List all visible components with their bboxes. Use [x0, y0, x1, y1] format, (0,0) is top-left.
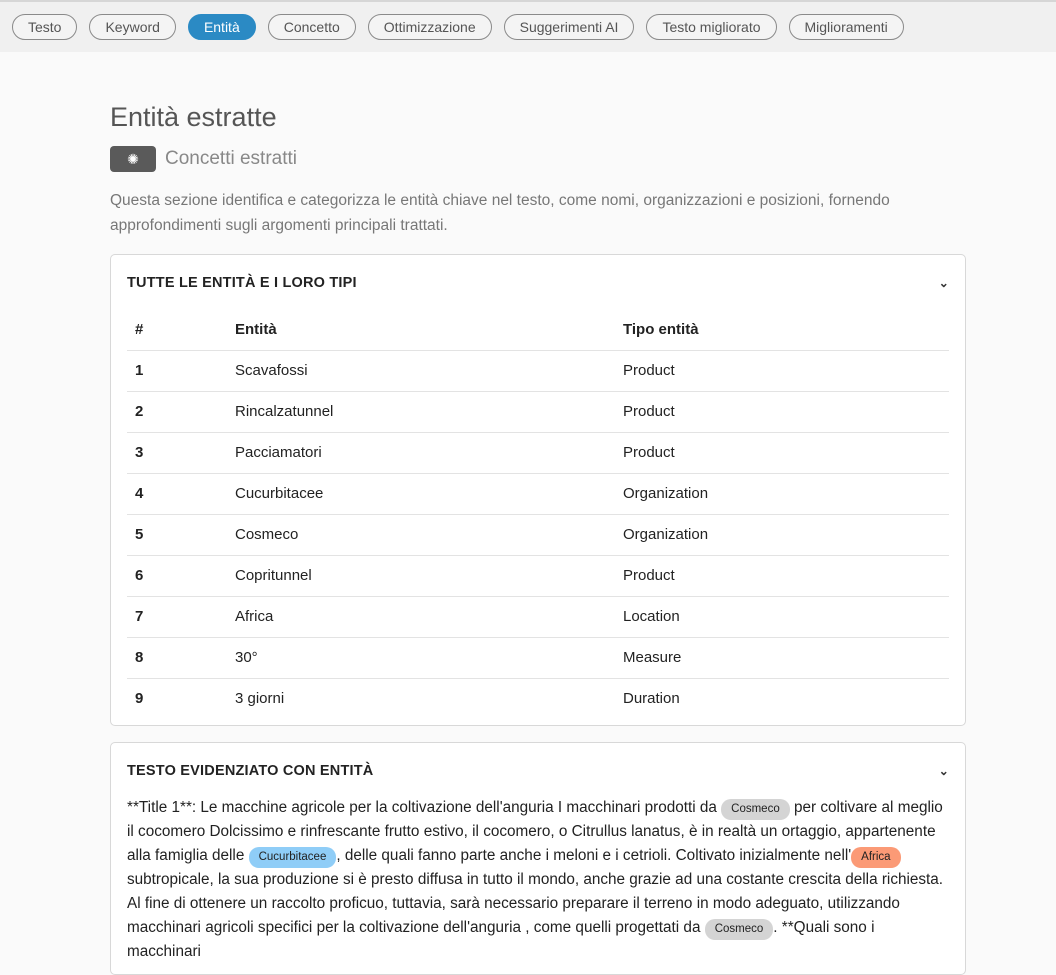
entities-table [127, 310, 949, 719]
row-number: 7 [127, 596, 227, 637]
text-segment: . **Quali sono i macchinari [127, 919, 875, 960]
entities-card-title: TUTTE LE ENTITÀ E I LORO TIPI [127, 274, 357, 291]
entity-name: Rincalzatunnel [227, 391, 615, 432]
tab-concetto[interactable]: Concetto [268, 14, 356, 40]
page-title: Entità estratte [110, 102, 277, 132]
row-number: 5 [127, 514, 227, 555]
entity-type: Product [615, 432, 949, 473]
entity-type: Location [615, 596, 949, 637]
text-segment: per coltivare al meglio il cocomero Dolcissimo e rinfrescante frutto estivo, il cocomero, o Citrullus lanatus, è in realtà un ortaggio, appartenente alla famiglia delle [127, 799, 943, 864]
table-row [127, 637, 949, 678]
entity-type: Product [615, 555, 949, 596]
row-number: 4 [127, 473, 227, 514]
row-number: 3 [127, 432, 227, 473]
entity-highlight: Cosmeco [721, 799, 790, 820]
table-row [127, 678, 949, 719]
entity-type: Product [615, 350, 949, 391]
entity-highlight: Africa [851, 847, 900, 868]
row-number: 2 [127, 391, 227, 432]
highlight-card [110, 742, 966, 975]
text-segment: , delle quali fanno parte anche i meloni e i cetrioli. Coltivato inizialmente nell' [336, 847, 852, 864]
column-header: Tipo entità [615, 310, 949, 350]
entity-highlight: Cucurbitacee [249, 847, 337, 868]
tab-testo[interactable]: Testo [12, 14, 77, 40]
table-row [127, 596, 949, 637]
tab-bar [0, 0, 1056, 52]
entity-type: Product [615, 391, 949, 432]
table-row [127, 473, 949, 514]
tab-testo-migliorato[interactable]: Testo migliorato [646, 14, 776, 40]
entity-type: Organization [615, 514, 949, 555]
entity-name: Cosmeco [227, 514, 615, 555]
entities-card-header[interactable] [127, 255, 949, 310]
row-number: 6 [127, 555, 227, 596]
entity-name: Copritunnel [227, 555, 615, 596]
column-header: Entità [227, 310, 615, 350]
tab-ottimizzazione[interactable]: Ottimizzazione [368, 14, 492, 40]
column-header: # [127, 310, 227, 350]
row-number: 1 [127, 350, 227, 391]
entity-type: Measure [615, 637, 949, 678]
text-segment: subtropicale, la sua produzione si è presto diffusa in tutto il mondo, anche grazie ad una costante crescita della richiesta. Al fine di ottenere un raccolto proficuo, tuttavia, sarà necessario preparare il terreno in modo adeguato, utilizzando macchinari agricoli specifici per la coltivazione dell'anguria , come quelli progettati da [127, 871, 944, 936]
highlight-card-header[interactable] [127, 743, 949, 798]
entity-highlight: Cosmeco [705, 919, 774, 940]
subtitle-row [110, 146, 966, 172]
entity-name: 3 giorni [235, 690, 285, 708]
tab-miglioramenti[interactable]: Miglioramenti [789, 14, 904, 40]
chevron-down-icon[interactable]: ⌄ [938, 763, 949, 778]
entity-name: Cucurbitacee [227, 473, 615, 514]
table-row [127, 514, 949, 555]
entity-name: Africa [227, 596, 615, 637]
description: Questa sezione identifica e categorizza le entità chiave nel testo, come nomi, organizzazioni e posizioni, fornendo approfondimenti sugli argomenti principali trattati. [110, 192, 890, 234]
entity-name: Scavafossi [227, 350, 615, 391]
table-row [127, 391, 949, 432]
octopus-icon: ✺ [110, 146, 156, 172]
entity-name: Pacciamatori [227, 432, 615, 473]
subtitle: Concetti estratti [165, 148, 297, 169]
entity-type: Organization [615, 473, 949, 514]
main-content [110, 52, 966, 975]
entity-type: Duration [623, 690, 680, 708]
highlighted-text [127, 796, 949, 974]
highlight-card-title: TESTO EVIDENZIATO CON ENTITÀ [127, 762, 374, 779]
tab-suggerimenti-ai[interactable]: Suggerimenti AI [504, 14, 635, 40]
table-row [127, 432, 949, 473]
row-number: 8 [127, 637, 227, 678]
table-row [127, 555, 949, 596]
text-segment: **Title 1**: Le macchine agricole per la coltivazione dell'anguria I macchinari prodotti da [127, 799, 722, 816]
entities-card [110, 254, 966, 726]
chevron-down-icon[interactable]: ⌄ [938, 275, 949, 290]
tab-entità[interactable]: Entità [188, 14, 256, 40]
row-number: 9 [135, 690, 144, 708]
table-row [127, 350, 949, 391]
tab-keyword[interactable]: Keyword [89, 14, 175, 40]
entity-name: 30° [227, 637, 615, 678]
